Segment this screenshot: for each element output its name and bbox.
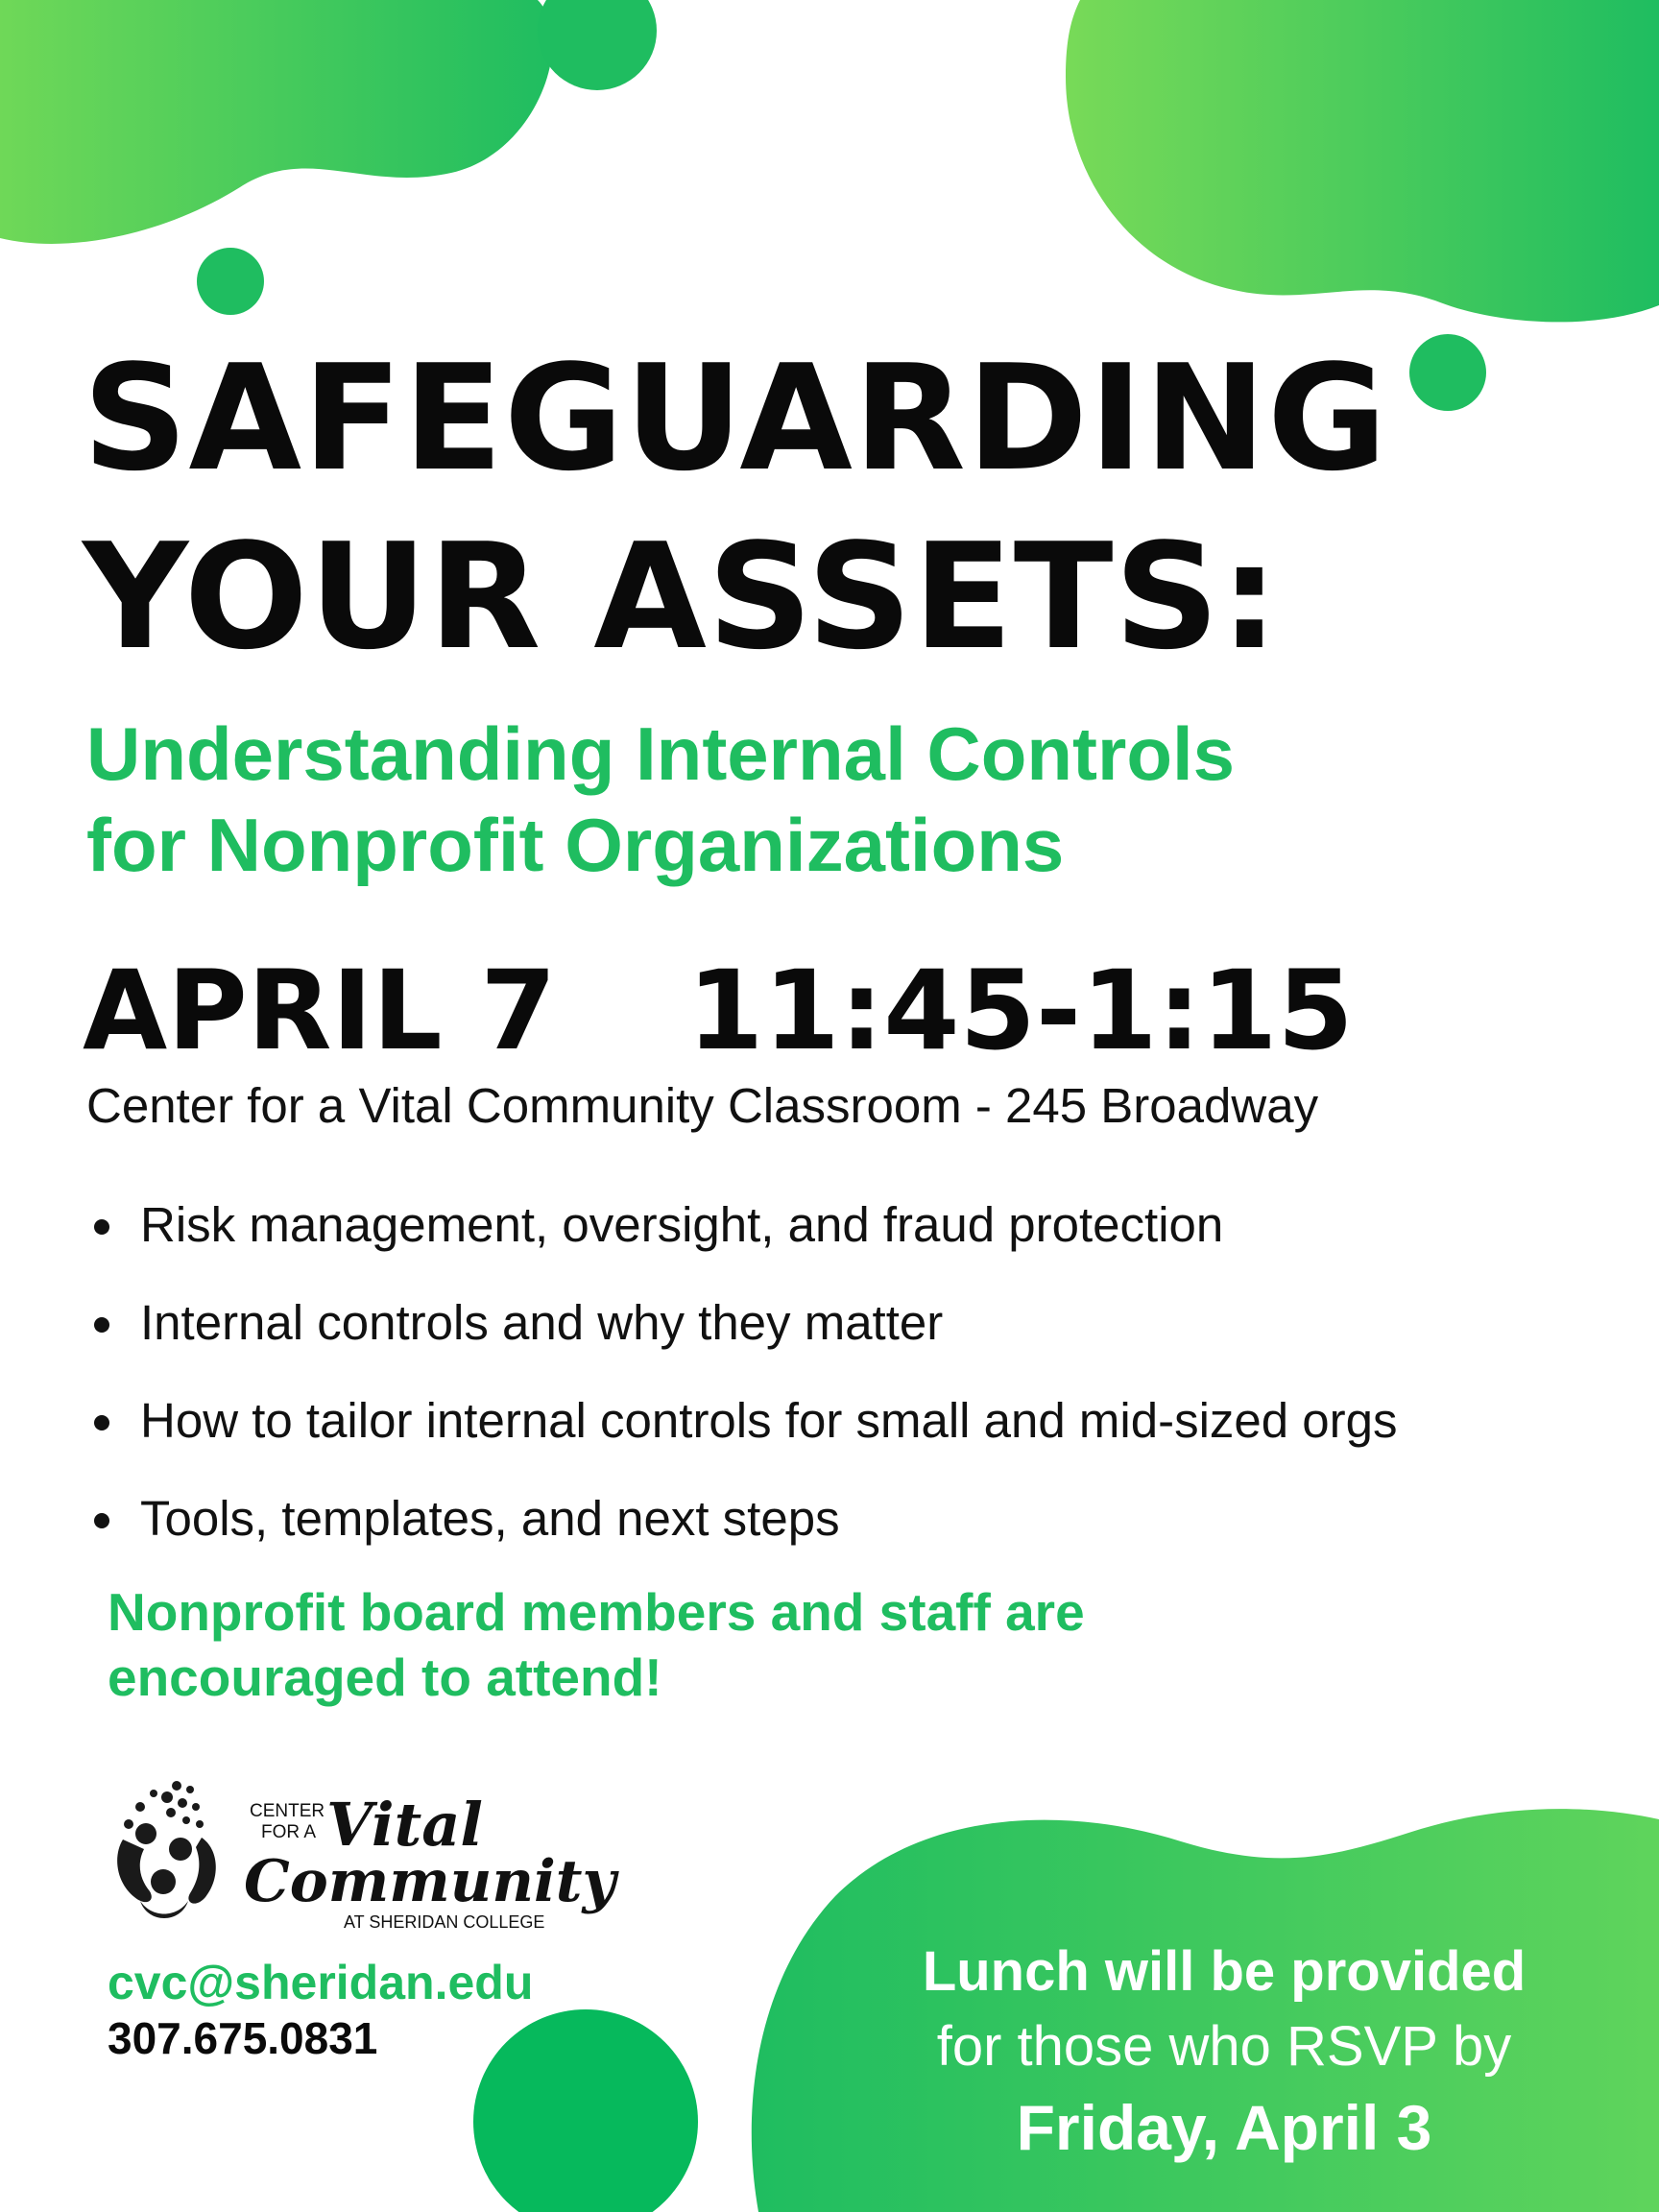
people-dots-icon [117,1781,216,1918]
top-right-blob [1066,0,1659,322]
lunch-line-2: for those who RSVP by [936,2015,1512,2078]
subtitle-line-2: for Nonprofit Organizations [86,803,1065,888]
event-date: APRIL 7 [83,947,557,1074]
event-time: 11:45-1:15 [687,947,1354,1074]
top-center-circle [538,0,657,90]
lunch-line-3: Friday, April 3 [1016,2092,1432,2163]
bottom-circle [473,2009,698,2212]
logo-community-text: Community [244,1848,616,1915]
contact-email[interactable]: cvc@sheridan.edu [108,1956,534,2009]
logo-for-a-text: FOR A [261,1822,317,1842]
right-small-circle [1409,334,1486,411]
list-item: Tools, templates, and next steps [92,1484,1398,1582]
event-location: Center for a Vital Community Classroom - 245 Broadway [86,1078,1319,1133]
title-line-2: YOUR ASSETS: [83,512,1280,682]
center-for-a-vital-community-logo [108,1778,684,1932]
list-item: Risk management, oversight, and fraud protection [92,1190,1398,1288]
list-item: How to tailor internal controls for small and mid-sized orgs [92,1386,1398,1484]
logo-center-text: CENTER [250,1801,325,1821]
subtitle [86,709,1235,891]
contact-phone: 307.675.0831 [108,2013,378,2063]
logo-college-text: AT SHERIDAN COLLEGE [344,1912,545,1932]
callout-line-2: encouraged to attend! [108,1647,662,1708]
top-left-blob [0,0,553,244]
lunch-line-1: Lunch will be provided [922,1940,1527,2003]
callout-line-1: Nonprofit board members and staff are [108,1582,1085,1642]
audience-callout [108,1579,1085,1710]
small-left-circle [197,248,264,315]
topic-list [92,1190,1398,1582]
list-item: Internal controls and why they matter [92,1288,1398,1386]
logo-vital-text: Vital [326,1790,483,1860]
subtitle-line-1: Understanding Internal Controls [86,711,1236,796]
title-line-1: SAFEGUARDING [83,333,1388,503]
